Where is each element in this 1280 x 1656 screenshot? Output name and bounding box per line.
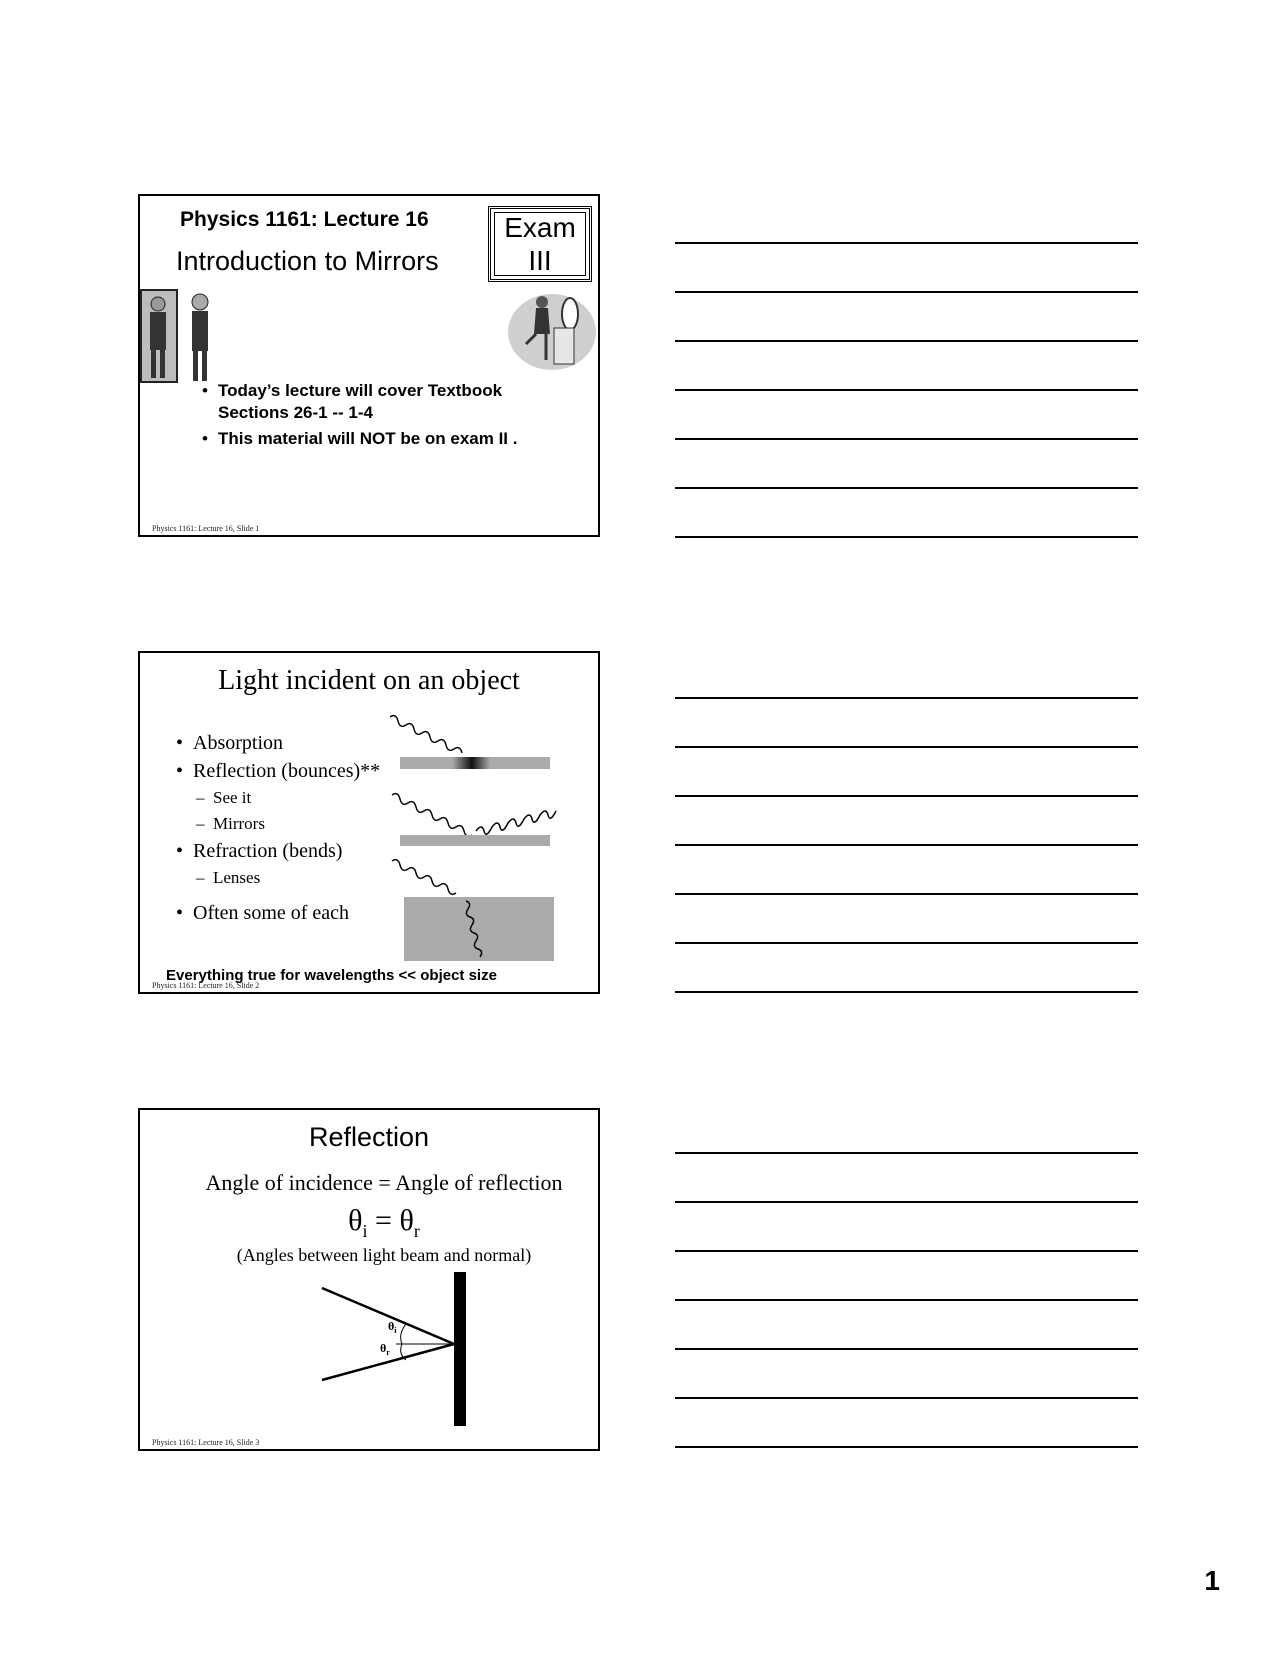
exam-box xyxy=(488,206,592,282)
mirror xyxy=(454,1272,466,1426)
equation-operator: = xyxy=(367,1204,400,1237)
note-line xyxy=(675,389,1138,391)
reflected-wave xyxy=(476,811,556,834)
bullet-list xyxy=(202,380,518,454)
note-line xyxy=(675,487,1138,489)
angles-note: (Angles between light beam and normal) xyxy=(236,1245,532,1265)
note-line xyxy=(675,1152,1138,1154)
exam-box-line-2: III xyxy=(528,245,552,276)
bullet-list xyxy=(176,729,380,927)
bullet-item: • Reflection (bounces)** xyxy=(176,757,380,785)
note-line xyxy=(675,340,1138,342)
reflection-equation xyxy=(140,1204,598,1242)
note-line xyxy=(675,536,1138,538)
slide-footer: Physics 1161: Lecture 16, Slide 2 xyxy=(152,981,260,990)
note-line xyxy=(675,1250,1138,1252)
refracted-wave-in xyxy=(392,860,456,895)
note-line xyxy=(675,291,1138,293)
page-number: 1 xyxy=(1204,1565,1220,1596)
incident-angle-arc xyxy=(401,1324,406,1344)
absorbed-wave xyxy=(390,716,462,753)
bullet-item: • This material will NOT be on exam II . xyxy=(202,428,518,450)
note-line xyxy=(675,746,1138,748)
note-line xyxy=(675,844,1138,846)
equation-lhs-sub: i xyxy=(362,1221,368,1241)
bullet-item: • Absorption xyxy=(176,729,380,757)
slide-footer: Physics 1161: Lecture 16, Slide 1 xyxy=(152,524,260,533)
slide-1 xyxy=(138,194,600,537)
slide-title: Light incident on an object xyxy=(218,665,520,696)
wavelength-note: Everything true for wavelengths << object size xyxy=(166,967,497,984)
slide-title: Introduction to Mirrors xyxy=(176,246,439,276)
sub-bullet-item: – Mirrors xyxy=(176,811,380,837)
note-line xyxy=(675,1446,1138,1448)
note-line xyxy=(675,697,1138,699)
reflected-angle-label: $\theta_r$ xyxy=(380,1341,390,1357)
slide-footer: Physics 1161: Lecture 16, Slide 3 xyxy=(152,1438,260,1447)
people-mirror-icon xyxy=(140,288,220,388)
equation-lhs: θ xyxy=(348,1204,363,1237)
incident-ray xyxy=(322,1288,454,1344)
note-line xyxy=(675,1201,1138,1203)
note-line xyxy=(675,893,1138,895)
vanity-woman-icon xyxy=(506,288,598,374)
exam-box-line-1: Exam xyxy=(504,212,576,243)
slide-3 xyxy=(138,1108,600,1451)
bullet-item: • Often some of each xyxy=(176,899,380,927)
sub-bullet-item: – Lenses xyxy=(176,865,380,891)
light-interaction-diagram xyxy=(390,711,570,961)
note-line xyxy=(675,1348,1138,1350)
incident-wave xyxy=(392,794,472,837)
note-line xyxy=(675,1397,1138,1399)
law-statement: Angle of incidence = Angle of reflection xyxy=(205,1170,563,1195)
bullet-item: • Today’s lecture will cover Textbook Sections 26-1 -- 1-4 xyxy=(202,380,518,424)
equation-rhs: θ xyxy=(399,1204,414,1237)
note-line xyxy=(675,1299,1138,1301)
slide-title: Reflection xyxy=(308,1122,430,1152)
bullet-item: • Refraction (bends) xyxy=(176,837,380,865)
absorbing-surface xyxy=(400,757,550,769)
note-line xyxy=(675,942,1138,944)
equation-rhs-sub: r xyxy=(413,1221,420,1241)
slide-2 xyxy=(138,651,600,994)
refracting-block xyxy=(404,897,554,961)
note-line xyxy=(675,438,1138,440)
note-line xyxy=(675,991,1138,993)
note-line xyxy=(675,242,1138,244)
course-title: Physics 1161: Lecture 16 xyxy=(180,208,429,231)
sub-bullet-item: – See it xyxy=(176,785,380,811)
incident-angle-label: $\theta_i$ xyxy=(388,1319,397,1335)
reflection-diagram xyxy=(318,1270,488,1430)
reflecting-surface xyxy=(400,835,550,846)
note-line xyxy=(675,795,1138,797)
